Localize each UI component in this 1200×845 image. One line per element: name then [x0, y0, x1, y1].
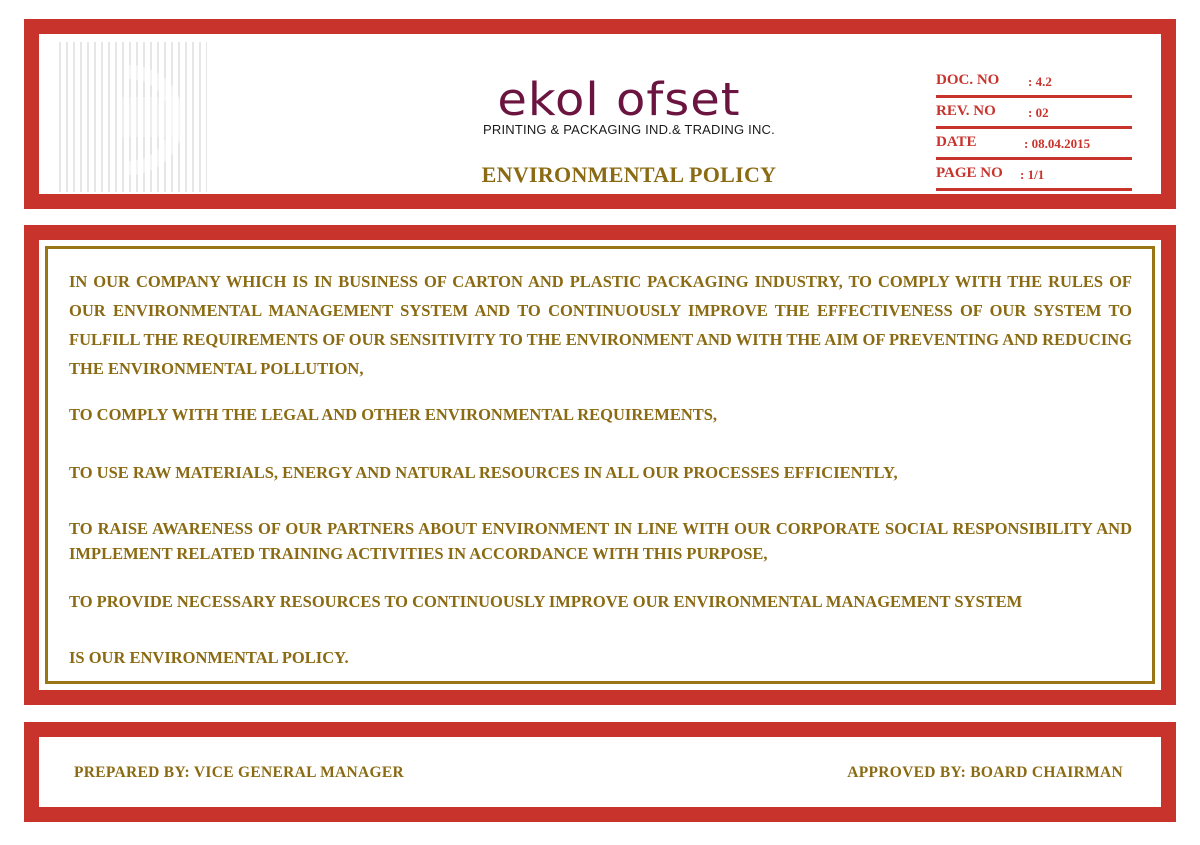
approved-by: APPROVED BY: BOARD CHAIRMAN	[847, 764, 1123, 781]
header-panel	[39, 34, 1161, 194]
footer-panel	[39, 737, 1161, 807]
policy-item-4: TO PROVIDE NECESSARY RESOURCES TO CONTINUOUSLY IMPROVE OUR ENVIRONMENTAL MANAGEMENT SYSTEM	[69, 592, 1023, 611]
doc-info-row	[936, 160, 1132, 191]
doc-info-table	[936, 67, 1132, 191]
policy-item-1: TO COMPLY WITH THE LEGAL AND OTHER ENVIRONMENTAL REQUIREMENTS,	[69, 405, 718, 424]
doc-info-value: : 08.04.2015	[1024, 136, 1091, 151]
policy-frame	[24, 225, 1176, 705]
footer-frame	[24, 722, 1176, 822]
doc-info-label: REV. NO	[936, 103, 996, 119]
doc-info-row	[936, 67, 1132, 98]
doc-info-row	[936, 129, 1132, 160]
doc-info-row	[936, 98, 1132, 129]
doc-info-value: : 4.2	[1028, 74, 1052, 89]
doc-info-label: DATE	[936, 134, 977, 150]
logo-wordmark: ekol ofset	[497, 73, 741, 127]
company-logo	[419, 74, 819, 137]
policy-panel	[39, 240, 1161, 690]
policy-closing: IS OUR ENVIRONMENTAL POLICY.	[69, 648, 349, 667]
watermark-logo-icon	[59, 42, 207, 192]
header-frame	[24, 19, 1176, 209]
prepared-by: PREPARED BY: VICE GENERAL MANAGER	[74, 764, 404, 781]
doc-info-label: DOC. NO	[936, 72, 1000, 88]
doc-info-value: : 1/1	[1020, 167, 1045, 182]
policy-intro: IN OUR COMPANY WHICH IS IN BUSINESS OF CARTON AND PLASTIC PACKAGING INDUSTRY, TO COMPLY WITH THE RULES OF OUR ENVIRONMENTAL MANAGEMENT SYSTEM AND TO CONTINUOUSLY IMPROVE THE EFFECTIVENESS OF OUR SYSTEM TO FULFILL THE REQUIREMENTS OF OUR SENSITIVITY TO THE ENVIRONMENT AND WITH THE AIM OF PREVENTING AND REDUCING THE ENVIRONMENTAL POLLUTION,	[69, 272, 1132, 378]
policy-item-2: TO USE RAW MATERIALS, ENERGY AND NATURAL RESOURCES IN ALL OUR PROCESSES EFFICIENTLY,	[69, 463, 898, 482]
page-title: ENVIRONMENTAL POLICY	[481, 162, 777, 187]
policy-text	[69, 267, 1132, 672]
doc-info-value: : 02	[1028, 105, 1049, 120]
policy-item-3: TO RAISE AWARENESS OF OUR PARTNERS ABOUT ENVIRONMENT IN LINE WITH OUR CORPORATE SOCIAL RESPONSIBILITY AND IMPLEMENT RELATED TRAINING ACTIVITIES IN ACCORDANCE WITH THIS PURPOSE,	[69, 519, 1132, 563]
company-name: PRINTING & PACKAGING IND.& TRADING INC.	[483, 122, 775, 137]
doc-info-label: PAGE NO	[936, 165, 1003, 181]
